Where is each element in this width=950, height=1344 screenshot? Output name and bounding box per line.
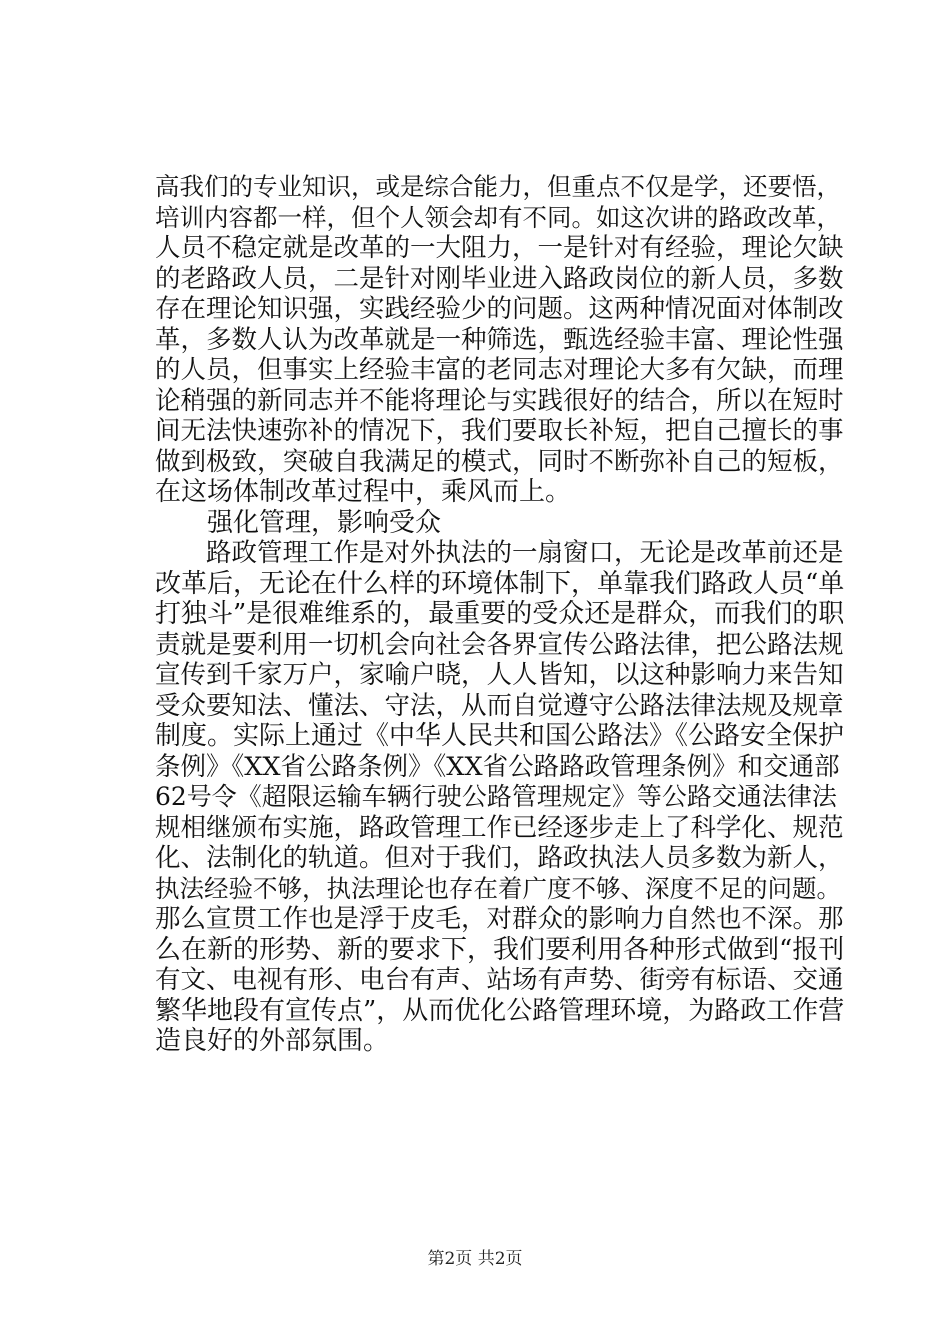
text-line: 化、法制化的轨道。但对于我们，路政执法人员多数为新人， (155, 843, 844, 873)
text-line: 条例》《XX省公路条例》《XX省公路路政管理条例》和交通部 (155, 751, 840, 782)
text-line: 规相继颁布实施，路政管理工作已经逐步走上了科学化、规范 (155, 812, 844, 843)
text-line: 间无法快速弥补的情况下，我们要取长补短，把自己擅长的事 (155, 416, 844, 446)
text-line: 有文、电视有形、电台有声、站场有声势、街旁有标语、交通 (155, 965, 844, 995)
page-footer (0, 1244, 950, 1269)
text-line: 制度。实际上通过《中华人民共和国公路法》《公路安全保护 (155, 721, 845, 751)
text-line: 那么宣贯工作也是浮于皮毛，对群众的影响力自然也不深。那 (155, 904, 844, 934)
text-line: 论稍强的新同志并不能将理论与实践很好的结合，所以在短时 (155, 385, 844, 416)
text-line: 受众要知法、懂法、守法，从而自觉遵守公路法律法规及规章 (155, 690, 844, 721)
text-line: 62号令《超限运输车辆行驶公路管理规定》等公路交通法律法 (155, 782, 837, 811)
text-line: 路政管理工作是对外执法的一扇窗口，无论是改革前还是 (155, 538, 844, 568)
text-line: 存在理论知识强，实践经验少的问题。这两种情况面对体制改 (155, 294, 844, 324)
text-line: 改革后，无论在什么样的环境体制下，单靠我们路政人员“单 (155, 568, 845, 599)
section-heading: 强化管理，影响受众 (155, 507, 442, 538)
text-line: 繁华地段有宣传点”，从而优化公路管理环境，为路政工作营 (155, 995, 845, 1026)
body-text (155, 172, 845, 1057)
text-line: 打独斗”是很难维系的，最重要的受众还是群众，而我们的职 (155, 599, 845, 629)
page-number: 第2页 共2页 (427, 1249, 523, 1269)
text-line: 执法经验不够，执法理论也存在着广度不够、深度不足的问题。 (155, 873, 841, 903)
text-line: 么在新的形势、新的要求下，我们要利用各种形式做到“报刊 (155, 934, 845, 965)
text-line: 人员不稳定就是改革的一大阻力，一是针对有经验，理论欠缺 (155, 233, 844, 263)
text-line: 宣传到千家万户，家喻户晓，人人皆知，以这种影响力来告知 (155, 660, 844, 690)
text-line: 培训内容都一样，但个人领会却有不同。如这次讲的路政改革， (155, 202, 841, 232)
text-line: 在这场体制改革过程中，乘风而上。 (155, 477, 572, 507)
text-line: 造良好的外部氛围。 (155, 1026, 390, 1056)
text-line: 高我们的专业知识，或是综合能力，但重点不仅是学，还要悟， (155, 172, 841, 201)
text-line: 革，多数人认为改革就是一种筛选，甄选经验丰富、理论性强 (155, 324, 844, 355)
text-line: 的老路政人员，二是针对刚毕业进入路政岗位的新人员，多数 (155, 263, 844, 294)
text-line: 的人员，但事实上经验丰富的老同志对理论大多有欠缺，而理 (155, 355, 844, 385)
text-line: 做到极致，突破自我满足的模式，同时不断弥补自己的短板， (155, 446, 844, 477)
text-line: 责就是要利用一切机会向社会各界宣传公路法律，把公路法规 (155, 629, 844, 660)
